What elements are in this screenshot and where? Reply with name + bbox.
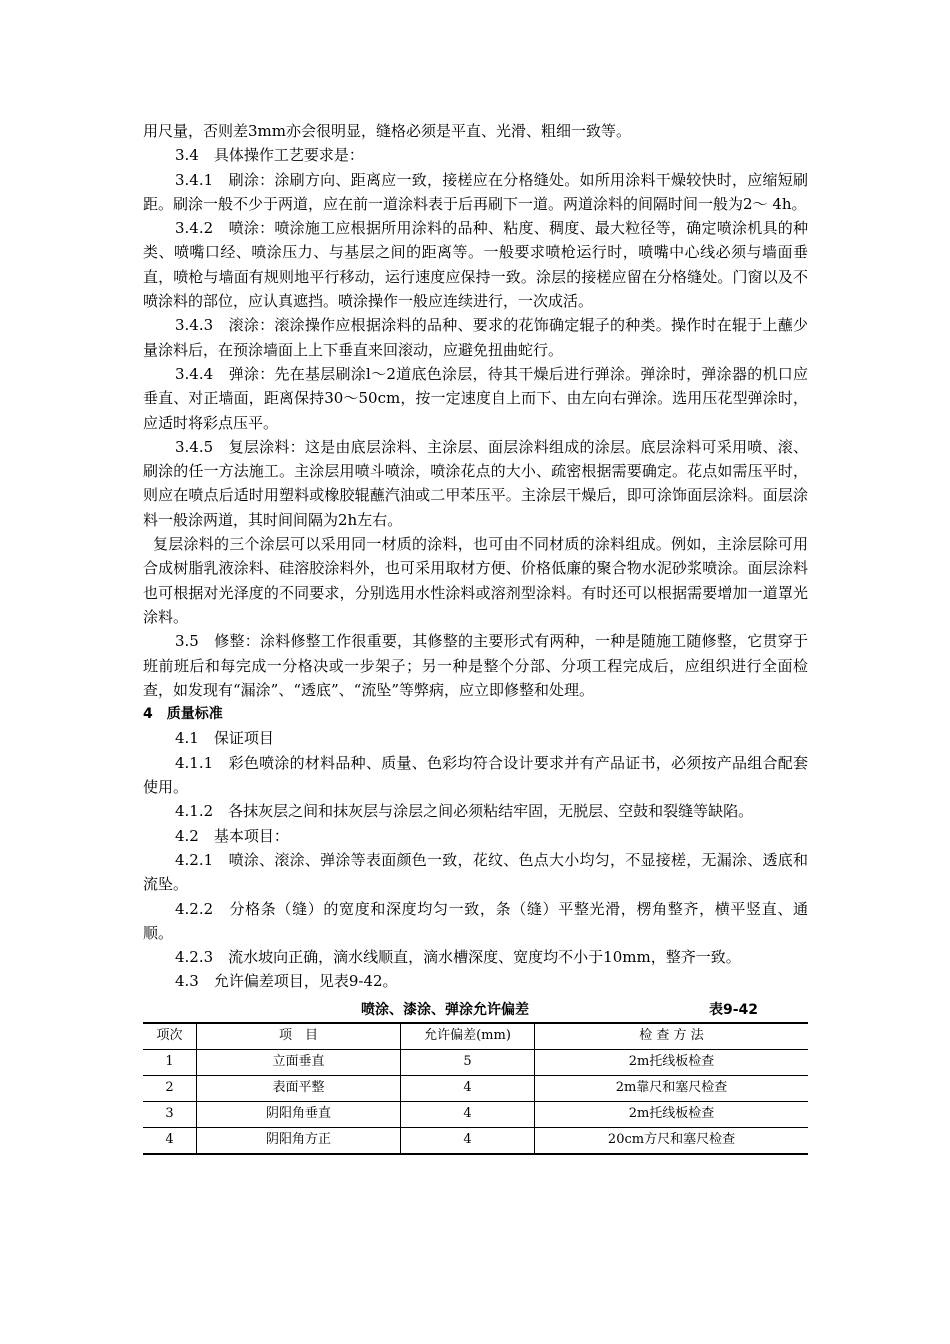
table-title: 喷涂、漆涂、弹涂允许偏差	[361, 1001, 529, 1018]
cell-tolerance: 4	[401, 1101, 535, 1127]
paragraph-4-1-2: 4.1.2 各抹灰层之间和抹灰层与涂层之间必须粘结牢固，无脱层、空鼓和裂缝等缺陷。	[175, 802, 754, 821]
table-number: 表9-42	[709, 1001, 759, 1018]
cell-method: 2m托线板检查	[535, 1101, 809, 1127]
table-row	[143, 1049, 808, 1075]
cell-tolerance: 5	[401, 1049, 535, 1075]
table-header-row	[143, 1023, 808, 1050]
paragraph-4-2-2: 4.2.2 分格条（缝）的宽度和深度均匀一致，条（缝）平整光滑，楞角整齐，横平竖直、通顺。	[143, 899, 808, 942]
cell-item: 阴阳角方正	[197, 1127, 401, 1154]
paragraph-3-4-1: 3.4.1 刷涂：涂刷方向、距离应一致，接槎应在分格缝处。如所用涂料干燥较快时，应缩短刷距。刷涂一般不少于两道，应在前一道涂料表于后再刷下一道。两道涂料的间隔时间一般为2～ 4h。	[143, 170, 808, 213]
cell-item: 阴阳角垂直	[197, 1101, 401, 1127]
cell-item: 立面垂直	[197, 1049, 401, 1075]
section-4-2-heading: 4.2 基本项目：	[175, 826, 289, 845]
document-body	[143, 119, 808, 1155]
paragraph-3-4-3: 3.4.3 滚涂：滚涂操作应根据涂料的品种、要求的花饰确定辊子的种类。操作时在辊于上蘸少量涂料后，在预涂墙面上上下垂直来回滚动，应避免扭曲蛇行。	[143, 316, 808, 359]
paragraph-3-4-2: 3.4.2 喷涂：喷涂施工应根据所用涂料的品种、粘度、稠度、最大粒径等，确定喷涂机具的种类、喷嘴口经、喷涂压力、与基层之间的距离等。一般要求喷枪运行时，喷嘴中心线必须与墙面垂直，喷枪与墙面有规则地平行移动，运行速度应保持一致。涂层的接槎应留在分格缝处。门窗以及不喷涂料的部位，应认真遮挡。喷涂操作一般应连续进行，一次成活。	[143, 219, 808, 311]
cell-tolerance: 4	[401, 1127, 535, 1154]
cell-method: 2m托线板检查	[535, 1049, 809, 1075]
header-method: 检 查 方 法	[535, 1023, 809, 1050]
paragraph-4-1-1: 4.1.1 彩色喷涂的材料品种、质量、色彩均符合设计要求并有产品证书，必须按产品组合配套使用。	[143, 753, 808, 797]
cell-index: 1	[143, 1049, 197, 1075]
table-caption	[143, 996, 808, 1022]
table-row	[143, 1075, 808, 1101]
header-item: 项 目	[197, 1023, 401, 1050]
table-row	[143, 1101, 808, 1127]
cell-index: 3	[143, 1101, 197, 1127]
section-4-1-heading: 4.1 保证项目	[175, 729, 274, 748]
header-tolerance: 允许偏差(mm)	[401, 1023, 535, 1050]
cell-item: 表面平整	[197, 1075, 401, 1101]
paragraph-4-3: 4.3 允许偏差项目，见表9-42。	[175, 972, 398, 991]
section-4-heading: 4 质量标准	[143, 706, 223, 723]
paragraph-4-2-1: 4.2.1 喷涂、滚涂、弹涂等表面颜色一致，花纹、色点大小均匀，不显接槎，无漏涂、透底和流坠。	[143, 850, 808, 894]
table-row	[143, 1127, 808, 1154]
cell-method: 2m靠尺和塞尺检查	[535, 1075, 809, 1101]
header-index: 项次	[143, 1023, 197, 1050]
section-3-4-heading: 3.4 具体操作工艺要求是：	[175, 146, 364, 165]
cell-tolerance: 4	[401, 1075, 535, 1101]
paragraph-continuation: 用尺量，否则差3mm亦会很明显，缝格必须是平直、光滑、粗细一致等。	[143, 122, 631, 140]
paragraph-4-2-3: 4.2.3 流水坡向正确，滴水线顺直，滴水槽深度、宽度均不小于10mm，整齐一致。	[175, 948, 741, 967]
tolerance-table	[143, 1022, 808, 1155]
paragraph-3-5: 3.5 修整：涂料修整工作很重要，其修整的主要形式有两种，一种是随施工随修整，它贯穿于班前班后和每完成一分格决或一步架子；另一种是整个分部、分项工程完成后，应组织进行全面检查，如发现有“漏涂”、“透底”、“流坠”等弊病，应立即修整和处理。	[143, 632, 808, 699]
paragraph-3-4-4: 3.4.4 弹涂：先在基层刷涂l～2道底色涂层，待其干燥后进行弹涂。弹涂时，弹涂器的机口应垂直、对正墙面，距离保持30～50cm，按一定速度自上而下、由左向右弹涂。选用压花型弹涂时，应适时将彩点压平。	[143, 364, 808, 432]
paragraph-multilayer-note: 复层涂料的三个涂层可以采用同一材质的涂料，也可由不同材质的涂料组成。例如，主涂层除可用合成树脂乳液涂料、硅溶胶涂料外，也可采用取材方便、价格低廉的聚合物水泥砂浆喷涂。面层涂料也可根据对光泽度的不同要求，分别选用水性涂料或溶剂型涂料。有时还可以根据需要增加一道罩光涂料。	[143, 535, 808, 626]
cell-method: 20cm方尺和塞尺检查	[535, 1127, 809, 1154]
paragraph-3-4-5: 3.4.5 复层涂料：这是由底层涂料、主涂层、面层涂料组成的涂层。底层涂料可采用喷、滚、刷涂的任一方法施工。主涂层用喷斗喷涂，喷涂花点的大小、疏密根据需要确定。花点如需压平时，则应在喷点后适时用塑料或橡胶辊蘸汽油或二甲苯压平。主涂层干燥后，即可涂饰面层涂料。面层涂料一般涂两道，其时间间隔为2h左右。	[143, 437, 808, 529]
cell-index: 2	[143, 1075, 197, 1101]
cell-index: 4	[143, 1127, 197, 1154]
